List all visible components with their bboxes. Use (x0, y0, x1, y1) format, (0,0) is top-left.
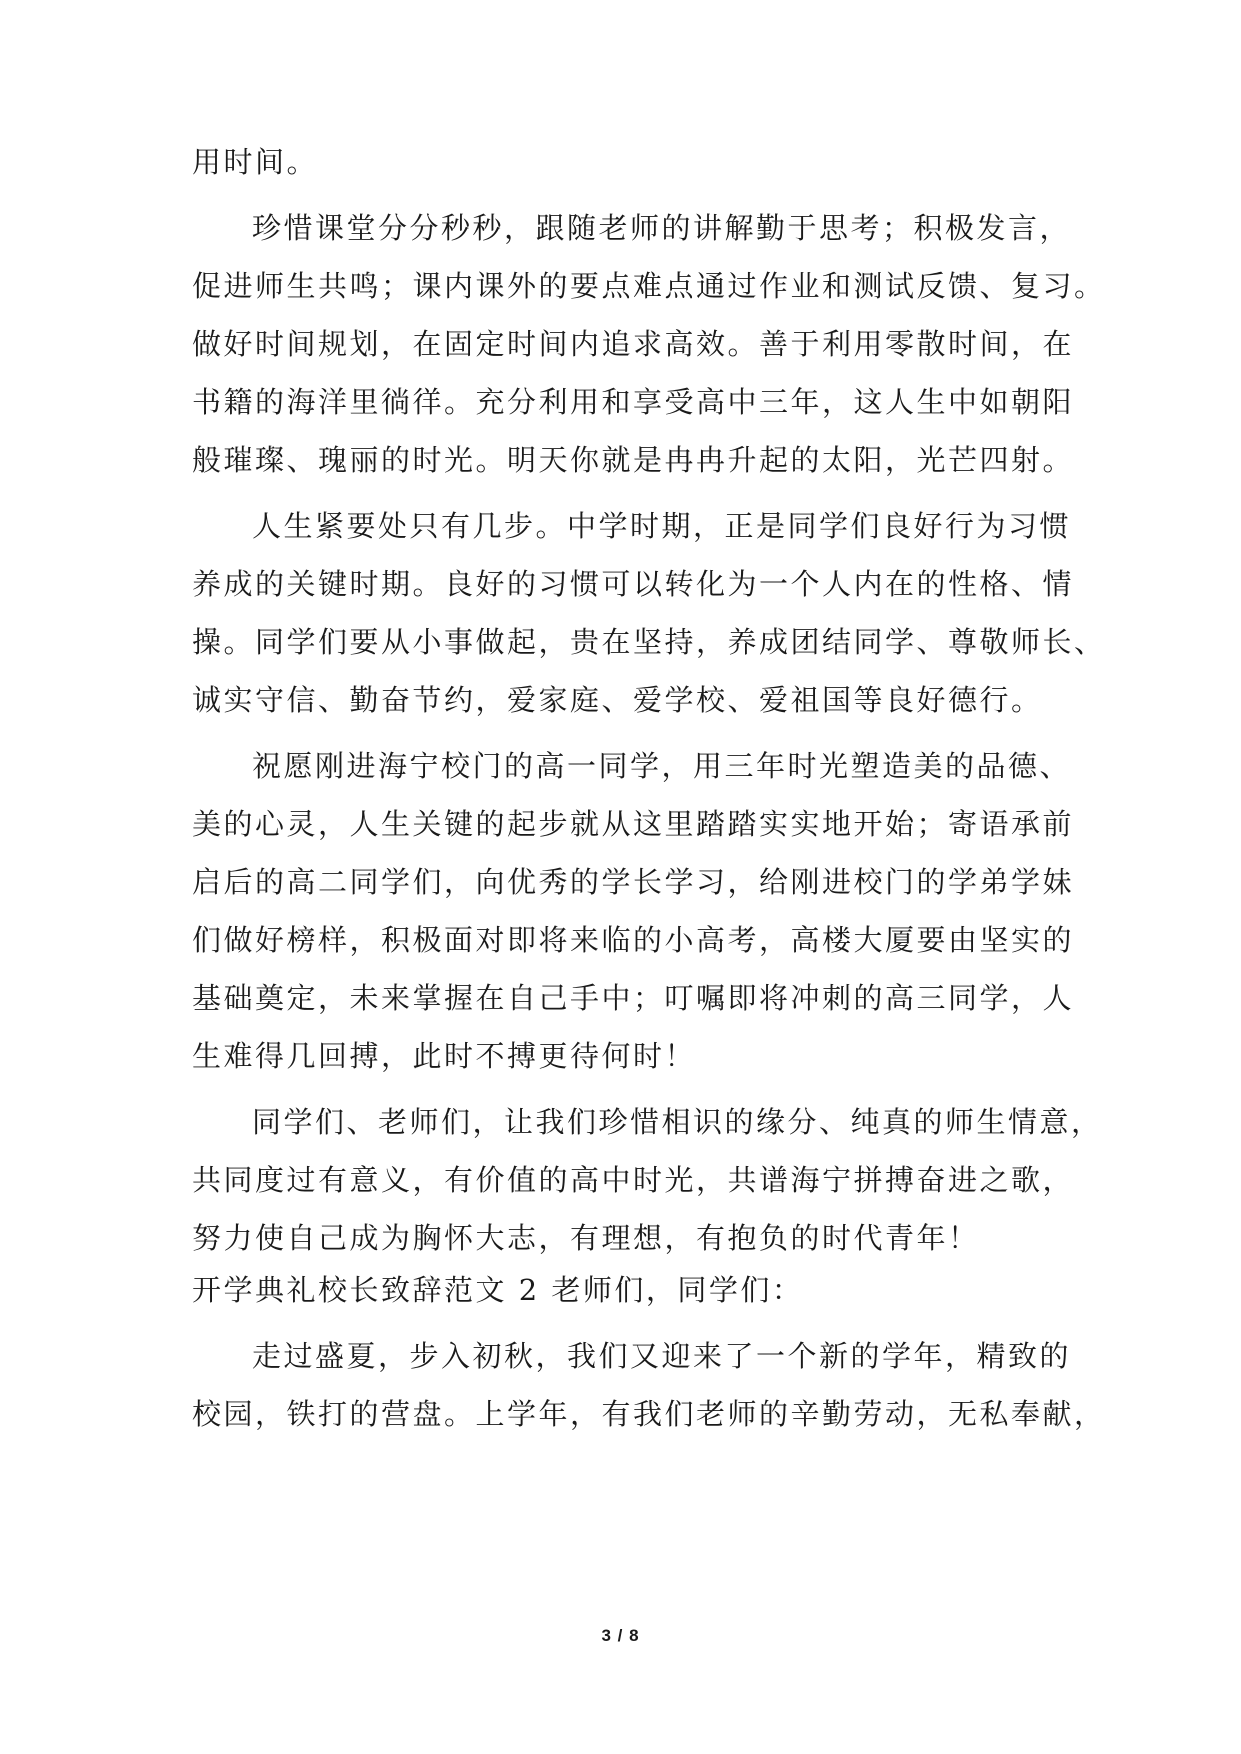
paragraph-first-line: 珍惜课堂分分秒秒，跟随老师的讲解勤于思考；积极发言， (252, 211, 1072, 245)
paragraph-first-line: 祝愿刚进海宁校门的高一同学，用三年时光塑造美的品德、 (252, 749, 1072, 783)
body-text-line: 生难得几回搏，此时不搏更待何时！ (192, 1039, 697, 1073)
body-text-line: 基础奠定，未来掌握在自己手中；叮嘱即将冲刺的高三同学，人 (192, 981, 1075, 1015)
paragraph-first-line: 走过盛夏，步入初秋，我们又迎来了一个新的学年，精致的 (252, 1339, 1072, 1373)
body-text-line: 用时间。 (192, 145, 319, 179)
body-text-line: 美的心灵，人生关键的起步就从这里踏踏实实地开始；寄语承前 (192, 807, 1075, 841)
section-heading: 开学典礼校长致辞范文 2 老师们，同学们： (192, 1273, 804, 1307)
body-text-line: 共同度过有意义，有价值的高中时光，共谱海宁拼搏奋进之歌， (192, 1163, 1075, 1197)
page-number: 3 / 8 (601, 1626, 640, 1645)
paragraph-first-line: 人生紧要处只有几步。中学时期，正是同学们良好行为习惯 (252, 509, 1072, 543)
body-text-line: 们做好榜样，积极面对即将来临的小高考，高楼大厦要由坚实的 (192, 923, 1075, 957)
body-text-line: 启后的高二同学们，向优秀的学长学习，给刚进校门的学弟学妹 (192, 865, 1075, 899)
body-text-line: 书籍的海洋里徜徉。充分利用和享受高中三年，这人生中如朝阳 (192, 385, 1075, 419)
body-text-line: 操。同学们要从小事做起，贵在坚持，养成团结同学、尊敬师长、 (192, 625, 1106, 659)
body-text-line: 诚实守信、勤奋节约，爱家庭、爱学校、爱祖国等良好德行。 (192, 683, 1043, 717)
body-text-line: 般璀璨、瑰丽的时光。明天你就是冉冉升起的太阳，光芒四射。 (192, 443, 1075, 477)
body-text-line: 校园，铁打的营盘。上学年，有我们老师的辛勤劳动，无私奉献， (192, 1397, 1106, 1431)
paragraph-first-line: 同学们、老师们，让我们珍惜相识的缘分、纯真的师生情意， (252, 1105, 1103, 1139)
body-text-line: 做好时间规划，在固定时间内追求高效。善于利用零散时间，在 (192, 327, 1075, 361)
body-text-line: 努力使自己成为胸怀大志，有理想，有抱负的时代青年！ (192, 1221, 980, 1255)
body-text-line: 促进师生共鸣；课内课外的要点难点通过作业和测试反馈、复习。 (192, 269, 1106, 303)
body-text-line: 养成的关键时期。良好的习惯可以转化为一个人内在的性格、情 (192, 567, 1075, 601)
